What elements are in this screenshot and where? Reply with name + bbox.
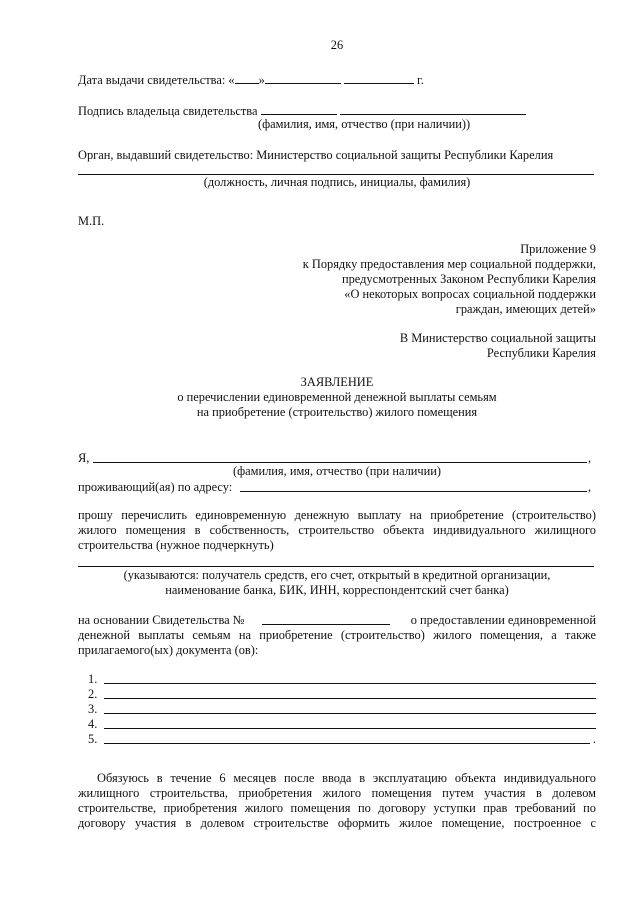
bank-details-field[interactable] [78, 566, 594, 567]
document-field[interactable] [104, 698, 596, 699]
basis-line-2: денежной выплаты семьям на приобретение (строительство) жилого помещения, а также [78, 628, 596, 642]
address-comma: , [588, 480, 592, 494]
obligation-line-2: жилищного строительства, приобретения жилого помещения путем участия в долевом [78, 786, 596, 800]
owner-signature-field[interactable] [261, 102, 337, 115]
list-end-period: . [592, 732, 596, 746]
issue-day-field[interactable] [235, 71, 259, 84]
obligation-line-3: строительстве, приобретения жилого помещения по договору уступки прав требований по [78, 801, 596, 815]
appendix-line-4: «О некоторых вопросах социальной поддержки [344, 287, 596, 301]
issue-year-field[interactable] [344, 71, 414, 84]
document-number: 1. [88, 672, 98, 686]
issue-month-field[interactable] [265, 71, 341, 84]
i-label: Я, [78, 451, 90, 465]
bank-hint-2: наименование банка, БИК, ИНН, корреспондентский счет банка) [165, 583, 509, 597]
appendix-line-3: предусмотренных Законом Республики Карелия [341, 272, 596, 286]
document-field[interactable] [104, 728, 596, 729]
appendix-line-2: к Порядку предоставления мер социальной поддержки, [302, 257, 596, 271]
application-subtitle-2: на приобретение (строительство) жилого помещения [196, 405, 478, 419]
obligation-line-4: договору участия в долевом строительстве оформить жилое помещение, построенное с [78, 816, 596, 830]
applicant-name-field[interactable] [93, 462, 587, 463]
official-hint: (должность, личная подпись, инициалы, фамилия) [203, 175, 471, 189]
document-row [88, 732, 596, 747]
request-line-3: строительства (нужное подчеркнуть) [78, 538, 274, 552]
addressee-line-1: В Министерство социальной защиты [399, 331, 596, 345]
signature-label: Подпись владельца свидетельства [78, 104, 258, 118]
document-number: 4. [88, 717, 98, 731]
request-line-2: жилого помещения в собственность, строительство объекта индивидуального жилищного [78, 523, 596, 537]
name-hint: (фамилия, имя, отчество (при наличии) [232, 464, 441, 478]
application-title: ЗАЯВЛЕНИЕ [300, 375, 374, 389]
document-number: 5. [88, 732, 98, 746]
document-row [88, 672, 596, 687]
basis-line-1b: о предоставлении единовременной [410, 613, 596, 627]
document-row [88, 717, 596, 732]
signature-hint: (фамилия, имя, отчество (при наличии)) [258, 117, 471, 131]
document-number: 2. [88, 687, 98, 701]
document-number: 3. [88, 702, 98, 716]
document-row [88, 702, 596, 717]
page-number: 26 [330, 38, 344, 52]
issue-date-quote: » [258, 73, 265, 87]
document-field[interactable] [104, 683, 596, 684]
appendix-line-1: Приложение 9 [520, 242, 596, 256]
document-field[interactable] [104, 743, 590, 744]
address-field[interactable] [240, 491, 587, 492]
year-suffix: г. [417, 73, 424, 87]
bank-hint-1: (указываются: получатель средств, его счет, открытый в кредитной организации, [123, 568, 551, 582]
appendix-line-5: граждан, имеющих детей» [455, 302, 596, 316]
stamp-label: М.П. [78, 214, 105, 228]
request-line-1: прошу перечислить единовременную денежную выплату на приобретение (строительство) [78, 508, 596, 522]
application-subtitle-1: о перечислении единовременной денежной выплаты семьям [177, 390, 497, 404]
document-field[interactable] [104, 713, 596, 714]
name-comma: , [588, 451, 592, 465]
basis-line-1a: на основании Свидетельства № [78, 613, 245, 627]
document-row [88, 687, 596, 702]
issuer-label: Орган, выдавший свидетельство: Министерство социальной защиты Республики Карелия [78, 148, 554, 162]
obligation-line-1: Обязуюсь в течение 6 месяцев после ввода в эксплуатацию объекта индивидуального [97, 771, 596, 785]
addressee-line-2: Республики Карелия [486, 346, 596, 360]
basis-line-3: прилагаемого(ых) документа (ов): [78, 643, 259, 657]
address-label: проживающий(ая) по адресу: [78, 480, 233, 494]
issue-date-row [78, 71, 596, 88]
issue-date-label: Дата выдачи свидетельства: « [78, 73, 235, 87]
owner-name-field[interactable] [340, 102, 526, 115]
